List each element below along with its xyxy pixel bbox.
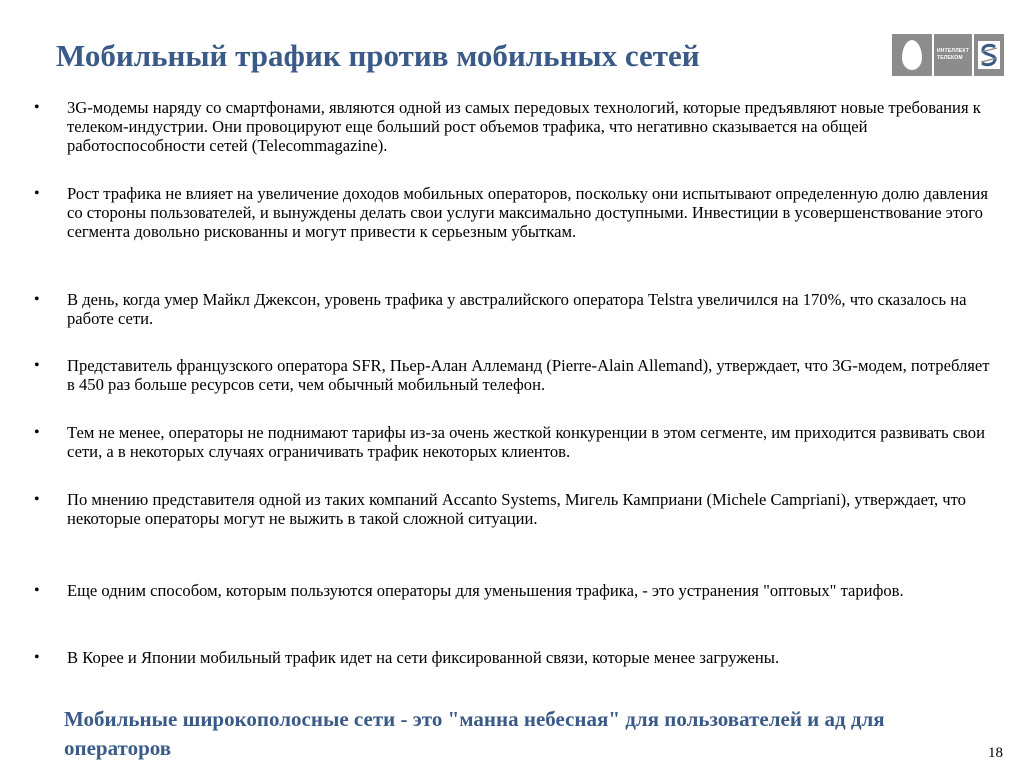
bullet-text: Еще одним способом, которым пользуются операторы для уменьшения трафика, - это устранения "оптовых" тарифов. [67,581,904,600]
bullet-text: 3G-модемы наряду со смартфонами, являются одной из самых передовых технологий, которые предъявляют новые требования к телеком-индустрии. Они провоцируют еще больший рост объемов трафика, что негативно сказывается на общей работоспособности сетей (Telecommagazine). [67,98,981,155]
bullet-marker: • [34,424,40,441]
bullet-text: В Корее и Японии мобильный трафик идет на сети фиксированной связи, которые менее загружены. [67,648,780,667]
egg-icon [902,40,922,70]
bullet-marker: • [34,491,40,508]
bullet-text: Тем не менее, операторы не поднимают тарифы из-за очень жесткой конкуренции в этом сегменте, им приходится развивать свои сети, а в некоторых случаях ограничивать трафик некоторых клиентов. [67,423,985,461]
logo-emblem-block [974,34,1004,76]
bullet-text: По мнению представителя одной из таких компаний Accanto Systems, Мигель Камприани (Michele Campriani), утверждает, что некоторые операторы могут не выжить в такой сложной ситуации. [67,490,966,528]
slide-title: Мобильный трафик против мобильных сетей [56,38,700,73]
logo-text-line-2: ТЕЛЕКОМ [937,55,963,61]
logo-egg-block [892,34,932,76]
bullet-text: Рост трафика не влияет на увеличение доходов мобильных операторов, поскольку они испытывают определенную долю давления со стороны пользователей, и вынуждены делать свои услуги максимально доступными. Инвестиции в усовершенствование этого сегмента довольно рискованны и могут привести к серьезным убыткам. [67,184,988,241]
page-number: 18 [988,745,1003,761]
bullet-marker: • [34,99,40,116]
bullet-marker: • [34,582,40,599]
bullet-marker: • [34,357,40,374]
logo-text-block [934,34,972,76]
logo-text-line-1: ИНТЕЛЛЕКТ [937,48,969,54]
bullet-marker: • [34,649,40,666]
bullet-marker: • [34,185,40,202]
bullet-marker: • [34,291,40,308]
conclusion-statement: Мобильные широкополосные сети - это "манна небесная" для пользователей и ад для операторов [64,707,885,760]
s-emblem-icon [977,40,1001,70]
bullet-text: Представитель французского оператора SFR, Пьер-Алан Аллеманд (Pierre-Alain Allemand), утверждает, что 3G-модем, потребляет в 450 раз больше ресурсов сети, чем обычный мобильный телефон. [67,356,990,394]
bullet-text: В день, когда умер Майкл Джексон, уровень трафика у австралийского оператора Telstra увеличился на 170%, что сказалось на работе сети. [67,290,967,328]
company-logo [892,34,1004,76]
